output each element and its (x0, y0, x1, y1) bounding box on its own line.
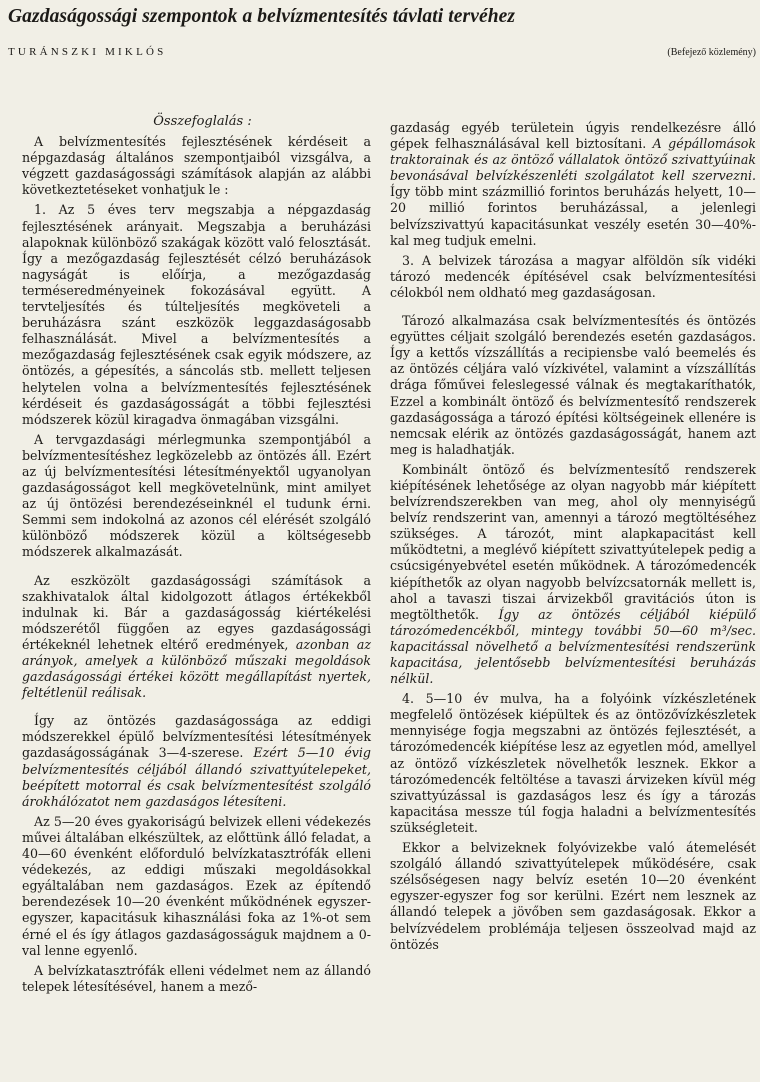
emphasized-text: Így az öntözés céljából kiépülő tározómedencékből, mintegy további 50—60 m³/sec. kapacitással növelhető a belvízmentesítési rendszerünk kapacitása, jelentősebb belvízmentesítési beruházás nélkül. (390, 606, 756, 687)
paragraph: Tározó alkalmazása csak belvízmentesítés és öntözés együttes céljait szolgáló berendezés esetén gazdaságos. Így a kettős vízszállítás a recipiensbe való beemelés és az öntözés céljára való vízkivétel, valamint a vízszállítás drága főművei feleslegessé válnak és megtakaríthatók, Ezzel a kombinált öntöző és belvízmentesítő rendszerek gazdaságossága a tározó építési költségeinek ellenére is nemcsak elérik az öntözés gazdaságosságát, hanem azt meg is haladhatják. (390, 313, 756, 457)
paragraph-text: Kombinált öntöző és belvízmentesítő rendszerek kiépítésének lehetősége az olyan nagyobb már kiépített belvízrendszerekben van meg, ahol oly mennyiségű belvíz rendszerint van, amennyi a tározó megtöltéséhez szükséges. A tározót, mint alapkapacitást kell működtetni, a meglévő kiépített szivattyútelepek pedig a csúcsigényebvétel esetén működnek. A tározómedencék kiépíthetők az olyan nagyobb belvízcsatornák mellett is, ahol a tavaszi tiszai árvizekből gravitációs úton is megtölthetők. (390, 461, 756, 622)
paragraph-text: Így több mint százmillió forintos beruházás helyett, 10—20 millió forintos beruházással, a jelenlegi belvízszivattyú kapacitásunkat veszély esetén 30—40%-kal meg tudjuk emelni. (390, 184, 756, 248)
paragraph: A belvízmentesítés fejlesztésének kérdéseit a népgazdaság általános szempontjaiból vizsgálva, a végzett gazdaságossági számítások alapján az alábbi következtetéseket vonhatjuk le : (22, 134, 371, 198)
author-name: TURÁNSZKI MIKLÓS (8, 46, 167, 58)
paragraph: 4. 5—10 év mulva, ha a folyóink vízkészletének megfelelő öntözések kiépültek és az öntözővízkészletek mennyisége fogja megszabni az öntözés fejlesztését, a tározómedencék kiépítése lesz az egyetlen mód, amellyel az öntöző vízkészletek növelhetők lesznek. Ekkor a tározómedencék feltöltése a tavaszi árvizeken kívül még szivattyúzással is gazdaságos lesz és így a tározás kapacitása messze túl fogja haladni a belvízmentesítés szükségleteit. (390, 691, 756, 835)
right-column (390, 120, 756, 957)
paragraph-text: Az eszközölt gazdaságossági számítások a szakhivatalok által kidolgozott átlagos értékekből indulnak ki. Bár a gazdaságosság kiértékelési módszerétől függően az egyes gazdaságossági értékeknél lehetnek eltérő eredmények, (22, 572, 371, 652)
paragraph (390, 120, 756, 249)
paragraph-text: gazdaság egyéb területein úgyis rendelkezésre álló gépek felhasználásával kell biztosítani. (390, 120, 756, 152)
paragraph: 1. Az 5 éves terv megszabja a népgazdaság fejlesztésének arányait. Megszabja a beruházási alapoknak különböző szakágak között való felosztását. Így a mezőgazdaság fejlesztését célzó beruházások nagyságát is előírja, a mezőgazdaság terméseredményeinek fokozásával együtt. A tervteljesítés és túlteljesítés megköveteli a beruházásra szánt eszközök leggazdaságosabb felhasználását. Mivel a belvízmentesítés a mezőgazdaság fejlesztésének csak egyik módszere, az öntözés, a gépesítés, a sáncolás stb. mellett teljesen helytelen volna a belvízmentesítés fejlesztésének kérdéseit és gazdaságosságát a többi fejlesztési módszerek közül kiragadva önmagában vizsgálni. (22, 202, 371, 427)
emphasized-text: azonban az arányok, amelyek a különböző műszaki megoldások gazdaságossági értékei között megállapítást nyertek, feltétlenül reálisak. (22, 636, 371, 701)
paragraph (22, 573, 371, 702)
paragraph: A tervgazdasági mérlegmunka szempontjából a belvízmentesítéshez legközelebb az öntözés áll. Ezért az új belvízmentesítési létesítményektől ugyanolyan gazdaságosságot kell megkövetelnünk, mint amilyet az új öntözési berendezéseinknél el tudunk érni. Semmi sem indokolná az azonos cél elérését szolgáló különböző módszerek közül a költségesebb módszerek alkalmazását. (22, 431, 371, 560)
paragraph (22, 713, 371, 810)
summary-heading: Összefoglalás : (153, 114, 252, 129)
emphasized-text: Ezért 5—10 évig belvízmentesítés céljából állandó szivattyútelepeket, beépített motorral és csak belvízmentesítést szolgáló árokhálózatot nem gazdaságos létesíteni. (22, 745, 371, 809)
paragraph-text: Így az öntözés gazdaságossága az eddigi módszerekkel épülő belvízmentesítési létesítmények gazdaságosságának 3—4-szerese. (22, 713, 371, 761)
installment-note: (Befejező közlemény) (667, 47, 756, 58)
paragraph (390, 462, 756, 687)
paragraph: A belvízkatasztrófák elleni védelmet nem az állandó telepek létesítésével, hanem a mező- (22, 962, 371, 994)
emphasized-text: A gépállomások traktorainak és az öntöző vállalatok öntöző szivattyúinak bevonásával belvízkészenléti szolgálatot kell szervezni. (390, 136, 756, 184)
paragraph: Az 5—20 éves gyakoriságú belvizek elleni védekezés művei általában elkészültek, az előttünk álló feladat, a 40—60 évenként előforduló belvízkatasztrófák elleni védekezés, az eddigi műszaki megoldásokkal egyáltalában nem gazdaságos. Ezek az építendő berendezések 10—20 évenként működnének egyszer-egyszer, kapacitásuk kihasználási foka az 1%-ot sem érné el és így átlagos gazdaságosságuk majdnem a 0-val lenne egyenlő. (22, 813, 371, 958)
paragraph: 3. A belvizek tározása a magyar alföldön sík vidéki tározó medencék építésével csak belvízmentesítési célokból nem oldható meg gazdaságosan. (390, 252, 756, 300)
paragraph: Ekkor a belvizeknek folyóvizekbe való átemelését szolgáló állandó szivattyútelepek működésére, csak szélsőségesen nagy belvíz esetén 10—20 évenként egyszer-egyszer fog sor kerülni. Ezért nem lesznek az állandó telepek a jövőben sem gazdaságosak. Ekkor a belvízvédelem problémája teljesen összeolvad majd az öntözés (390, 840, 756, 952)
article-title: Gazdaságossági szempontok a belvízmentesítés távlati tervéhez (8, 6, 516, 27)
left-column (22, 114, 371, 999)
